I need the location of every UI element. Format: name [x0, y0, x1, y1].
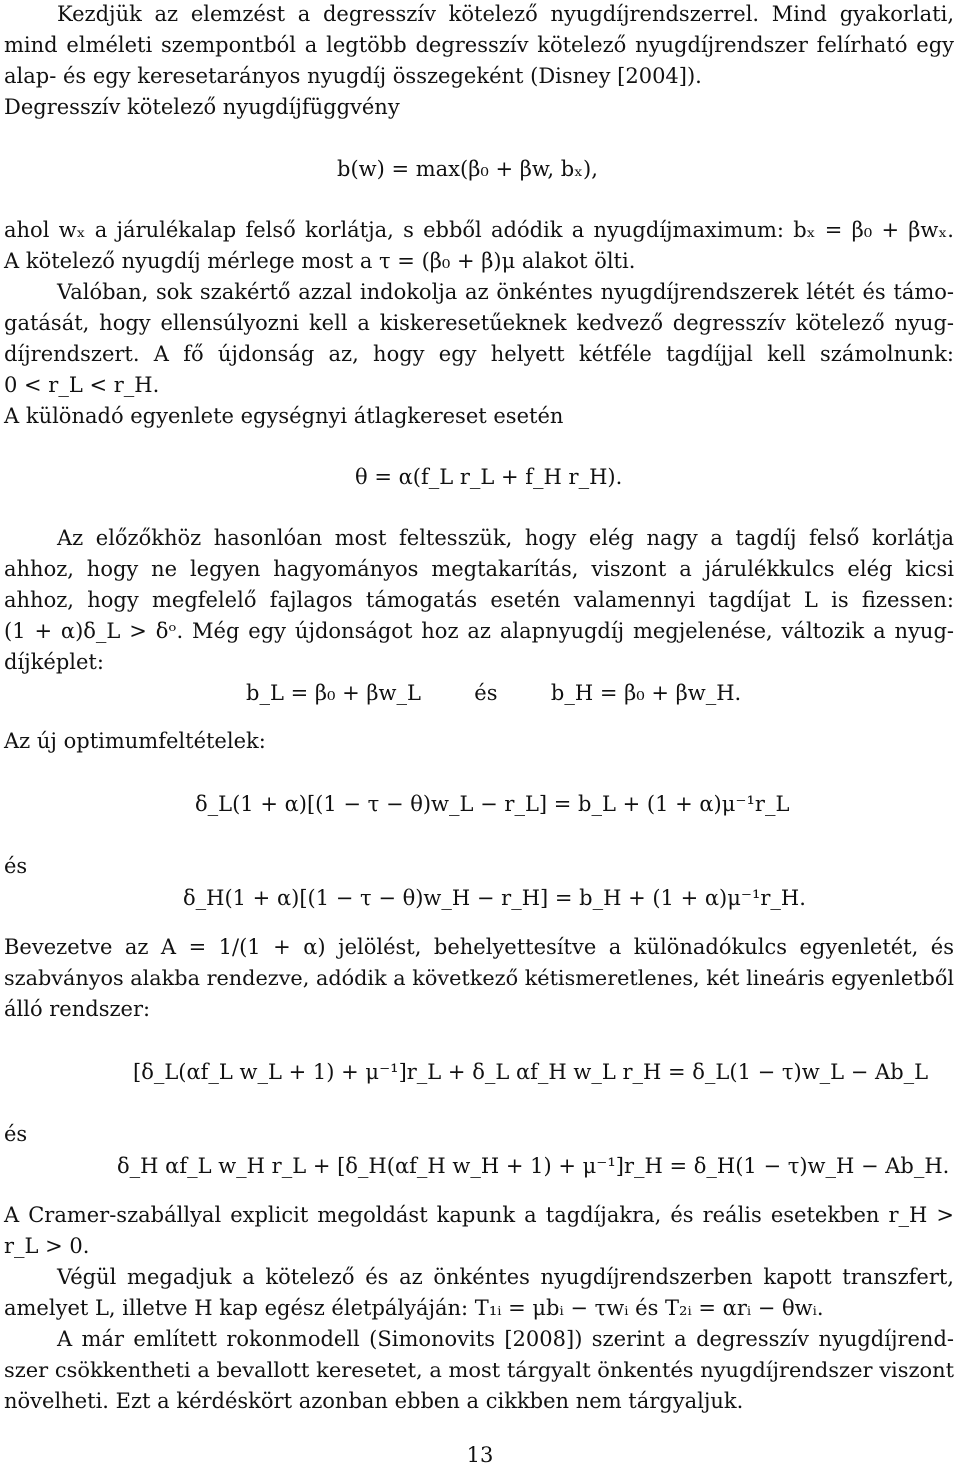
text-line: amelyet L, illetve H kap egész életpályáján: T₁ᵢ = μbᵢ − τwᵢ és T₂ᵢ = αrᵢ − θwᵢ. — [4, 1296, 824, 1320]
page-number: 13 — [466, 1443, 494, 1467]
text-line: Az előzőkhöz hasonlóan most feltesszük, hogy elég nagy a tagdíj felső korlátja — [57, 526, 954, 550]
text-line: ahol wₓ a járulékalap felső korlátja, s ebből adódik a nyugdíjmaximum: bₓ = β₀ + βwₓ. — [4, 218, 954, 242]
equation: θ = α(f_L r_L + f_H r_H). — [355, 465, 623, 489]
text-line: Végül megadjuk a kötelező és az önkéntes nyugdíjrendszerben kapott transzfert, — [57, 1265, 954, 1289]
equation: δ_H(1 + α)[(1 − τ − θ)w_H − r_H] = b_H + (1 + α)μ⁻¹r_H. — [183, 886, 806, 910]
text-line: Valóban, sok szakértő azzal indokolja az önkéntes nyugdíjrendszerek létét és támo- — [57, 280, 954, 304]
text-line: és — [4, 1122, 28, 1146]
text-line: A Cramer-szabállyal explicit megoldást kapunk a tagdíjakra, és reális esetekben r_H > — [4, 1203, 954, 1227]
text-line: és — [4, 854, 28, 878]
text-line: mind elméleti szempontból a legtöbb degresszív kötelező nyugdíjrendszer felírható egy — [4, 33, 954, 57]
text-line: szabványos alakba rendezve, adódik a következő kétismeretlenes, két lineáris egyenletből — [4, 966, 954, 990]
text-line: növelheti. Ezt a kérdéskört azonban ebben a cikkben nem tárgyaljuk. — [4, 1389, 744, 1413]
text-line: (1 + α)δ_L > δᵒ. Még egy újdonságot hoz az alapnyugdíj megjelenése, változik a nyug- — [4, 619, 954, 643]
text-line: alap- és egy keresetarányos nyugdíj összegeként (Disney [2004]). — [4, 64, 702, 88]
text-line: ahhoz, hogy megfelelő fajlagos támogatás esetén valamennyi tagdíjat L is fizessen: — [4, 588, 954, 612]
text-line: r_L > 0. — [4, 1234, 90, 1258]
text-line: A már említett rokonmodell (Simonovits [2008]) szerint a degresszív nyugdíjrend- — [57, 1327, 954, 1351]
equation: δ_L(1 + α)[(1 − τ − θ)w_L − r_L] = b_L + (1 + α)μ⁻¹r_L — [195, 792, 790, 816]
text-line: álló rendszer: — [4, 997, 151, 1021]
text-line: Az új optimumfeltételek: — [4, 729, 266, 753]
text-line: gatását, hogy ellensúlyozni kell a kiskeresetűeknek kedvező degresszív kötelező nyug- — [4, 311, 954, 335]
text-line: Degresszív kötelező nyugdíjfüggvény — [4, 95, 400, 119]
equation: b_L = β₀ + βw_L és b_H = β₀ + βw_H. — [246, 681, 742, 705]
text-line: díjképlet: — [4, 650, 104, 674]
text-line: A különadó egyenlete egységnyi átlagkereset esetén — [4, 404, 564, 428]
equation: b(w) = max(β₀ + βw, bₓ), — [337, 157, 598, 181]
text-line: ahhoz, hogy ne legyen hagyományos megtakarítás, viszont a járulékkulcs elég kicsi — [4, 557, 954, 581]
text-line: Kezdjük az elemzést a degresszív kötelező nyugdíjrendszerrel. Mind gyakorlati, — [57, 2, 954, 26]
text-line: 0 < r_L < r_H. — [4, 373, 160, 397]
equation: δ_H αf_L w_H r_L + [δ_H(αf_H w_H + 1) + μ⁻¹]r_H = δ_H(1 − τ)w_H − Ab_H. — [117, 1154, 950, 1178]
text-line: Bevezetve az A = 1/(1 + α) jelölést, behelyettesítve a különadókulcs egyenletét, és — [4, 935, 954, 959]
text-line: A kötelező nyugdíj mérlege most a τ = (β₀ + β)μ alakot ölti. — [4, 249, 636, 273]
text-line: díjrendszert. A fő újdonság az, hogy egy helyett kétféle tagdíjjal kell számolnunk: — [4, 342, 954, 366]
equation: [δ_L(αf_L w_L + 1) + μ⁻¹]r_L + δ_L αf_H w_L r_H = δ_L(1 − τ)w_L − Ab_L — [133, 1060, 929, 1084]
text-line: szer csökkentheti a bevallott keresetet, a most tárgyalt önkentés nyugdíjrendszer viszont — [4, 1358, 954, 1382]
